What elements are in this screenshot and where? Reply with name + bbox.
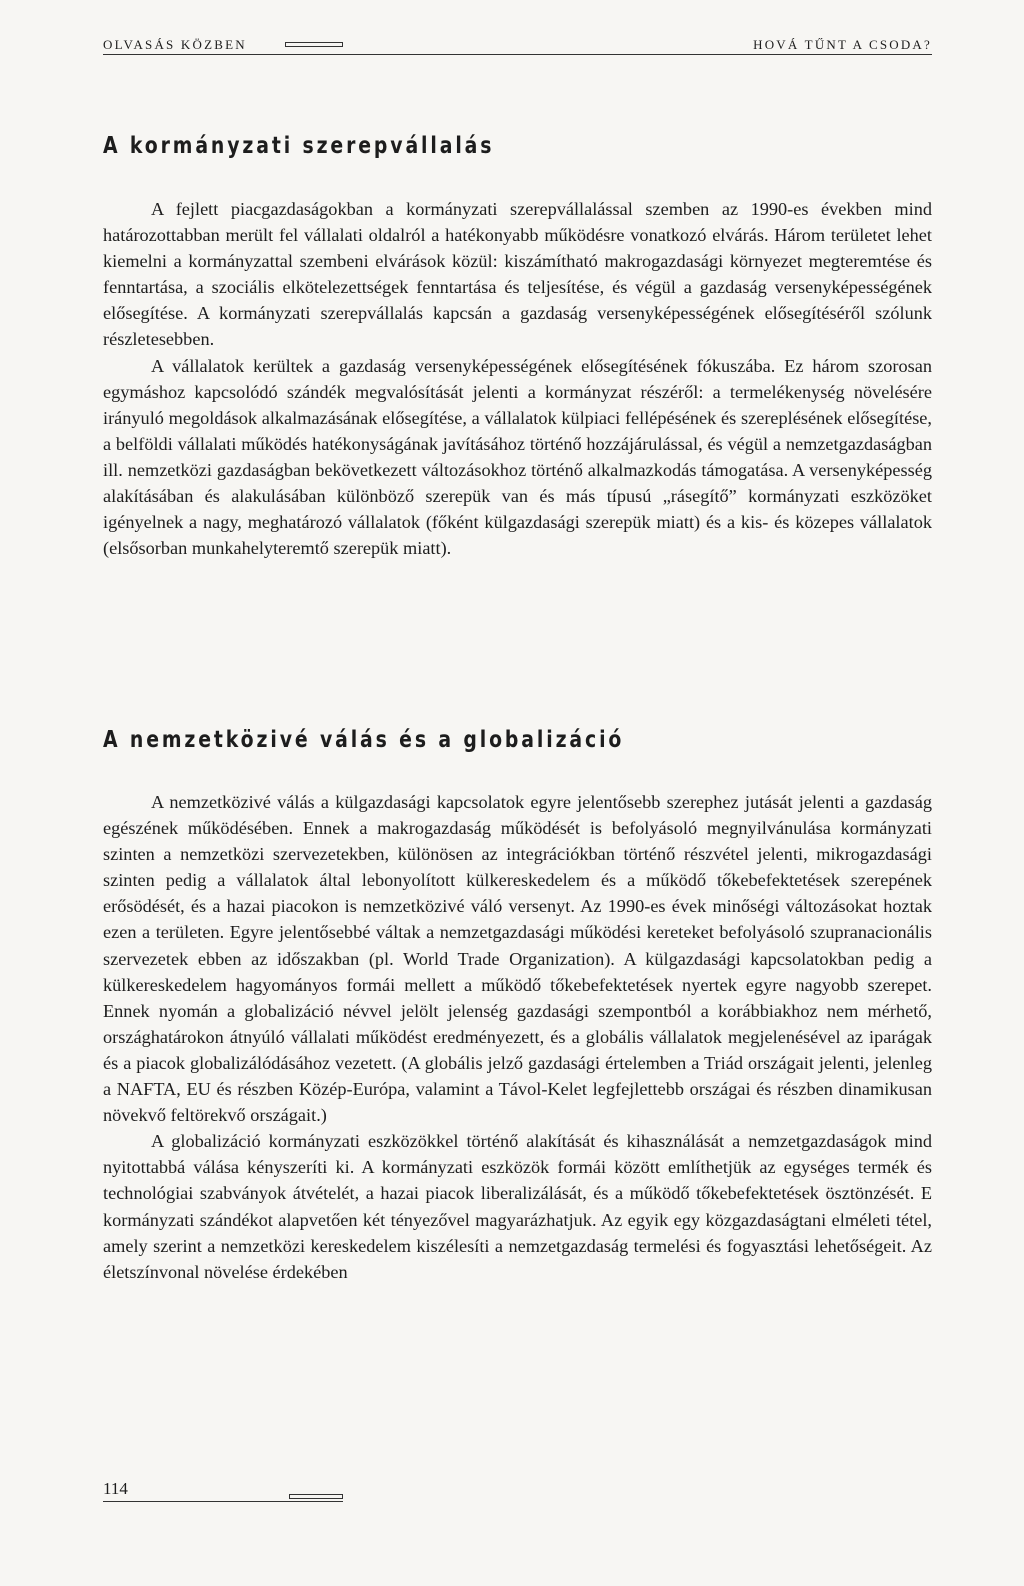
section-1-body (103, 196, 932, 561)
footer-rule (103, 1501, 343, 1502)
paragraph: A nemzetközivé válás a külgazdasági kapcsolatok egyre jelentősebb szerephez jutását jelenti a gazdaság egészének működésében. Ennek a makrogazdaság működését is befolyásoló megnyilvánulása kormányzati szinten a nemzetközi szervezetekben, különösen az integrációkban történő részvétel jelenti, mikrogazdasági szinten pedig a vállalatok által lebonyolított külkereskedelem és a működő tőkebefektetések szerepének erősödését, és a hazai piacokon is nemzetközivé váló versenyt. Az 1990-es évek minőségi változásokat hoztak ezen a területen. Egyre jelentősebbé váltak a nemzetgazdasági működési kereteket befolyásoló szupranacionális szervezetek ebben az időszakban (pl. World Trade Organization). A külgazdasági kapcsolatokban pedig a külkereskedelem hagyományos formái mellett a működő tőkebefektetések nyertek egyre nagyobb szerepet. Ennek nyomán a globalizáció névvel jelölt jelenség gazdasági szempontból a korábbiakhoz nem mérhető, országhatárokon átnyúló vállalati működést eredményezett, és a globális vállalatok megjelenésével az iparágak és a piacok globalizálódásához vezetett. (A globális jelző gazdasági értelemben a Triád országait jelenti, jelenleg a NAFTA, EU és részben Közép-Európa, valamint a Távol-Kelet legfejlettebb országai és részben dinamikusan növekvő feltörekvő országait.) (103, 792, 932, 1126)
section-heading-1: A kormányzati szerepvállalás (103, 133, 495, 159)
header-book-section: OLVASÁS KÖZBEN (103, 37, 247, 52)
header-ornament (285, 42, 343, 47)
running-header (103, 34, 932, 55)
paragraph: A fejlett piacgazdaságokban a kormányzati szerepvállalással szemben az 1990-es években mind határozottabban merült fel vállalati oldalról a hatékonyabb működésre vonatkozó elvárás. Három területet lehet kiemelni a kormányzattal szembeni elvárások közül: kiszámítható makrogazdasági környezet megteremtése és fenntartása, a szociális elkötelezettségek fenntartása és teljesítése, és végül a gazdaság versenyképességének elősegítése. A kormányzati szerepvállalás kapcsán a gazdaság versenyképességének elősegítéséről szólunk részletesebben. (103, 199, 932, 350)
section-heading-2: A nemzetközivé válás és a globalizáció (103, 727, 625, 753)
header-chapter-title: HOVÁ TŰNT A CSODA? (753, 37, 932, 52)
page-number: 114 (103, 1479, 128, 1498)
section-2-body (103, 789, 932, 1285)
footer-ornament (289, 1494, 343, 1499)
page-footer (103, 1479, 343, 1505)
paragraph: A globalizáció kormányzati eszközökkel történő alakítását és kihasználását a nemzetgazdaságok mind nyitottabbá válása kényszeríti ki. A kormányzati eszközök formái között említhetjük az egységes termék és technológiai szabványok átvételét, a hazai piacok liberalizálását, és a működő tőkebefektetések ösztönzését. E kormányzati szándékot alapvetően két tényezővel magyarázhatjuk. Az egyik egy közgazdaságtani elméleti tétel, amely szerint a nemzetközi kereskedelem kiszélesíti a nemzetgazdaság termelési és fogyasztási lehetőségeit. Az életszínvonal növelése érdekében (103, 1131, 932, 1282)
paragraph: A vállalatok kerültek a gazdaság versenyképességének elősegítésének fókuszába. Ez három szorosan egymáshoz kapcsolódó szándék megvalósítását jelenti a kormányzat részéről: a termelékenység növelésére irányuló megoldások alkalmazásának elősegítése, a vállalatok külpiaci fellépésének és szereplésének elősegítése, a belföldi vállalati működés hatékonyságának javításához történő hozzájárulással, és végül a nemzetgazdaságban ill. nemzetközi gazdaságban bekövetkezett változásokhoz történő alkalmazkodás támogatása. A versenyképesség alakításában és alakulásában különböző szerepük van és más típusú „rásegítő” kormányzati eszközöket igényelnek a nagy, meghatározó vállalatok (főként külgazdasági szerepük miatt) és a kis- és közepes vállalatok (elsősorban munkahelyteremtő szerepük miatt). (103, 355, 932, 559)
